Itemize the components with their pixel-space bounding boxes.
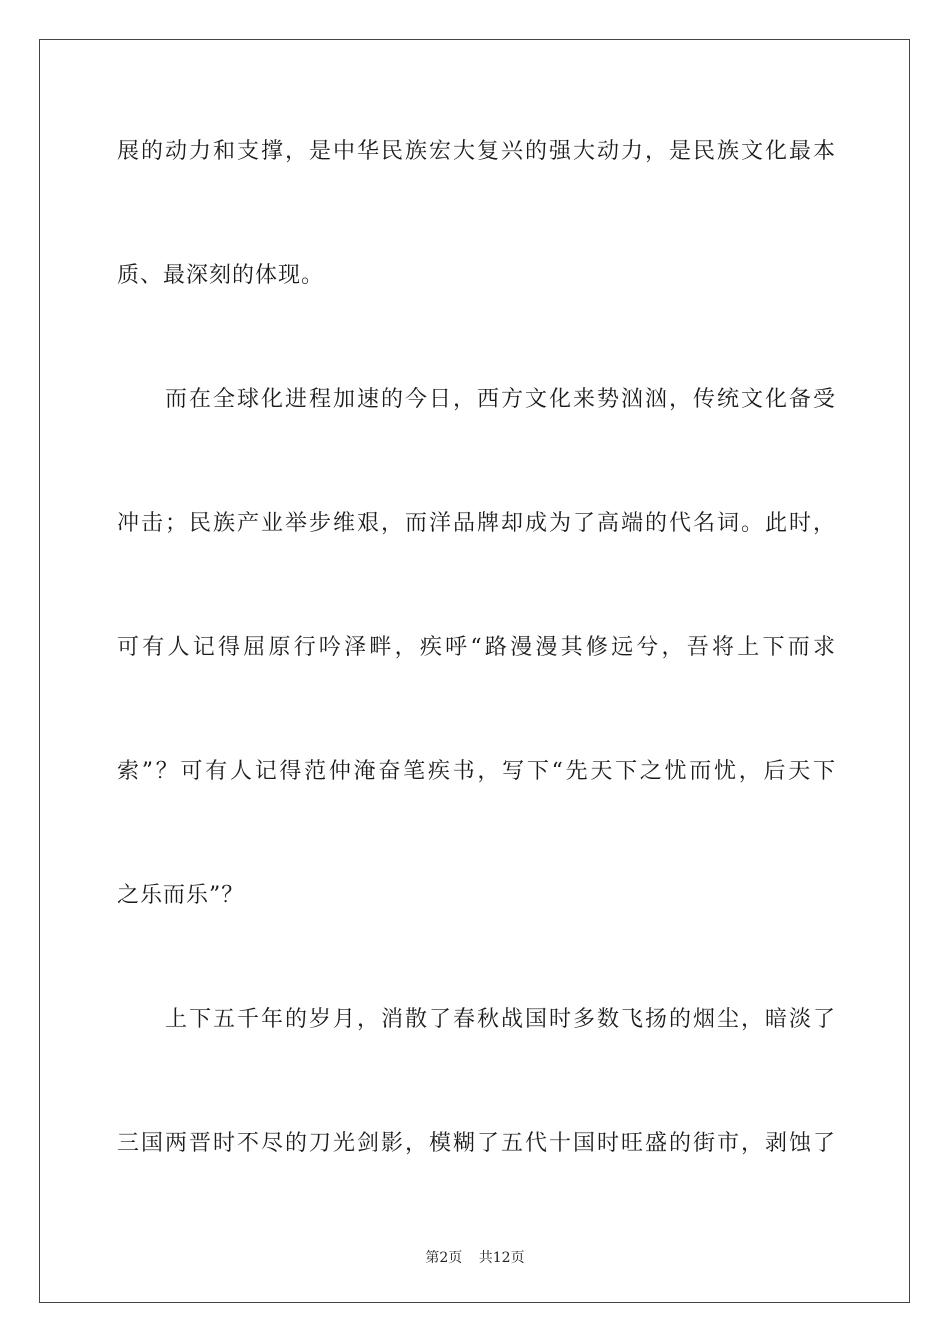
paragraph-line-4: 冲击；民族产业举步维艰，而洋品牌却成为了高端的代名词。此时， [117,511,835,536]
paragraph-line-2: 质、最深刻的体现。 [117,263,325,288]
page-total: 共12页 [478,1250,525,1266]
page-frame [39,39,910,1303]
paragraph-line-1: 展的动力和支撑，是中华民族宏大复兴的强大动力，是民族文化最本 [117,139,835,164]
paragraph-line-3: 而在全球化进程加速的今日，西方文化来势汹汹，传统文化备受 [165,387,835,412]
paragraph-line-9: 三国两晋时不尽的刀光剑影，模糊了五代十国时旺盛的街市，剥蚀了 [117,1131,835,1156]
page-footer [0,1247,950,1267]
page-number: 第2页 [425,1250,463,1266]
paragraph-line-6: 索”？可有人记得范仲淹奋笔疾书，写下“先天下之忧而忧，后天下 [117,759,835,784]
paragraph-line-5: 可有人记得屈原行吟泽畔，疾呼“路漫漫其修远兮，吾将上下而求 [117,635,835,660]
paragraph-line-7: 之乐而乐”？ [117,883,245,908]
paragraph-line-8: 上下五千年的岁月，消散了春秋战国时多数飞扬的烟尘，暗淡了 [165,1007,835,1032]
